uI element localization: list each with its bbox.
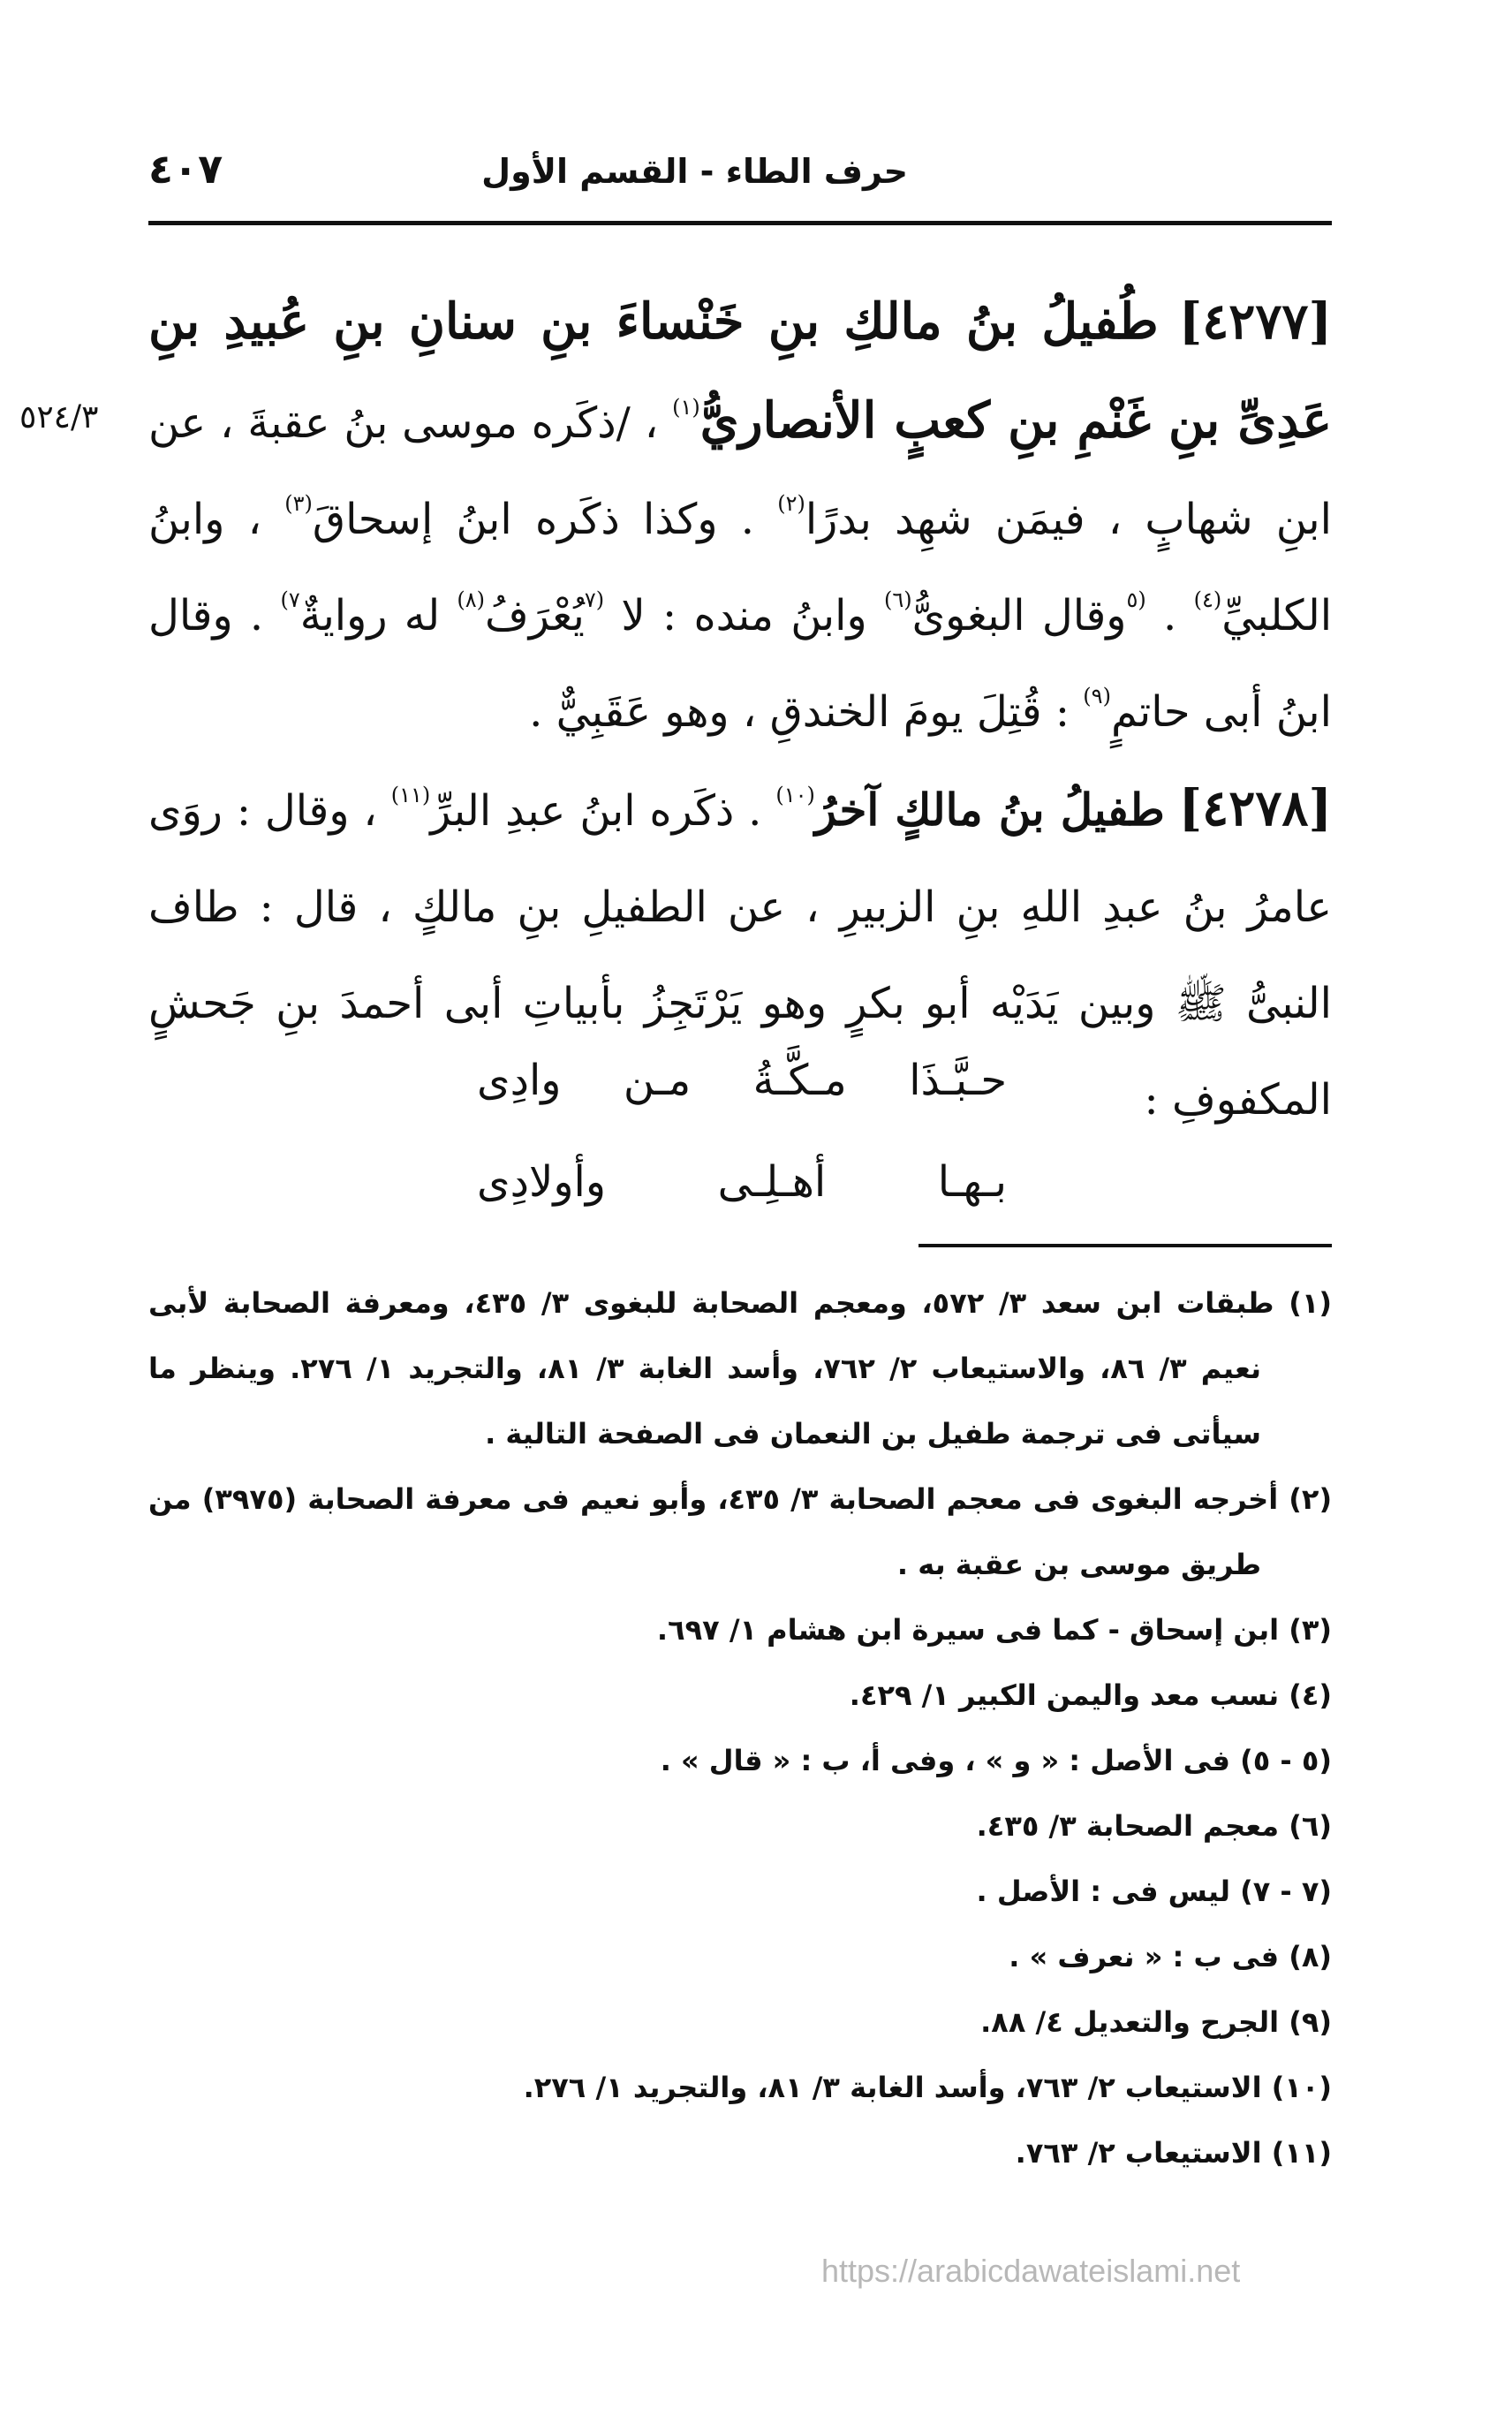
footnote-text: ليس فى : الأصل . [976,1875,1230,1908]
running-title: حرف الطاء - القسم الأول [481,152,908,191]
entry-text: . [1163,591,1177,640]
margin-page-reference: ٥٢٤/٣ [19,399,99,436]
watermark-url: https://arabicdawateislami.net [821,2253,1241,2289]
footnote-marker: (٤) [1193,587,1222,612]
footnote-marker: (٣) [284,491,313,516]
footnote-text: الاستيعاب ٢/ ٧٦٣، وأسد الغابة ٣/ ٨١، والتجريد ١/ ٢٧٦. [523,2071,1262,2104]
footnote-9 [148,1989,1332,2055]
verse-word: وادِى [477,1056,562,1105]
footnote-number: (٥ - ٥) [1240,1744,1332,1777]
footnote-number: (٢) [1289,1482,1333,1516]
verse-word: مـكَّـةُ [752,1056,847,1105]
entry-text: . ذكَره ابنُ عبدِ البرِّ [430,786,762,836]
footnote-number: (٤) [1289,1678,1332,1712]
footnote-text: الجرح والتعديل ٤/ ٨٨. [980,2005,1280,2039]
entry-text: ، وابنُ الكلبيِّ [148,495,1333,640]
footnote-marker: (٨) [457,587,486,612]
entry-text: : قُتِلَ يومَ الخندقِ ، وهو عَقَبِيٌّ . [529,687,1070,737]
entry-text: . وقال ابنُ أبى حاتمٍ [148,591,1332,737]
verse-word: بـهـا [937,1157,1007,1207]
footnote-3 [148,1597,1332,1663]
footnotes [148,1270,1332,2186]
footnote-1 [148,1270,1332,1466]
entry-text: ، /ذكَره موسى بنُ عقبةَ ، عن ابنِ شهابٍ ، فيمَن شهِد بدرًا [148,398,1332,544]
main-text [148,274,1332,1148]
footnote-number: (١) [1289,1286,1333,1320]
footnote-marker: (٢) [777,491,805,516]
verse-line-2 [477,1157,1007,1207]
entry-text: وابنُ منده : لا [621,591,867,640]
footnote-separator [919,1244,1332,1247]
page-number: ٤٠٧ [148,145,223,193]
footnote-marker: (١) [672,395,700,420]
entry-text: له روايةٌ [299,591,441,640]
footnote-marker: ٧) [280,587,300,612]
footnote-2 [148,1466,1332,1597]
verse-line-1 [477,1056,1007,1105]
footnote-5 [148,1728,1332,1793]
footnote-10 [148,2055,1332,2120]
verse-word: أهـلِـى [717,1157,827,1207]
page-header [148,141,1332,225]
verse-word: مـن [623,1056,692,1105]
footnote-marker: (٧ [584,587,605,612]
footnote-number: (٩) [1289,2005,1332,2039]
footnote-text: فى ب : « نعرف » . [1009,1940,1280,1973]
footnote-number: (١١) [1271,2136,1332,2170]
footnote-marker: (٩) [1083,684,1111,708]
footnote-number: (٨) [1289,1940,1332,1973]
entry-text: . وكذا ذكَره ابنُ إسحاقَ [312,495,754,544]
footnote-text: الاستيعاب ٢/ ٧٦٣. [1015,2136,1262,2170]
footnote-marker: (١١) [390,783,431,807]
entry-text: يُعْرَفُ [485,591,585,640]
entry-name: طفيلُ بنُ مالكٍ آخرُ [814,784,1165,836]
footnote-marker: (١٠) [775,783,815,807]
entry-4277 [148,274,1332,761]
entry-text: ، وقال : روَى عامرُ بنُ عبدِ اللهِ بنِ الزبيرِ ، عن الطفيلِ بنِ مالكٍ ، قال : طاف النبىُّ ﷺ وبين يَدَيْه أبو بكرٍ وهو يَرْتَجِزُ بأبياتِ أبى أحمدَ بنِ جَحشٍ المكفوفِ : [148,786,1332,1125]
footnote-marker: (٦) [883,587,912,612]
footnote-text: فى الأصل : « و » ، وفى أ، ب : « قال » . [660,1744,1230,1777]
footnote-text: طبقات ابن سعد ٣/ ٥٧٢، ومعجم الصحابة للبغوى ٣/ ٤٣٥، ومعرفة الصحابة لأبى نعيم ٣/ ٨٦، والاستيعاب ٢/ ٧٦٢، وأسد الغابة ٣/ ٨١، والتجريد ١/ ٢٧٦. وينظر ما سيأتى فى ترجمة طفيل بن النعمان فى الصفحة التالية . [148,1286,1274,1451]
footnote-text: نسب معد واليمن الكبير ١/ ٤٢٩. [849,1678,1280,1712]
footnote-number: (١٠) [1271,2071,1332,2104]
footnote-11 [148,2120,1332,2186]
entry-text: وقال [1041,591,1127,640]
entry-number: [٤٢٧٨] [1178,779,1332,837]
footnote-number: (٦) [1289,1809,1332,1843]
entry-text: البغوىُّ [911,591,1025,640]
entry-number: [٤٢٧٧] [1178,292,1332,351]
footnote-marker: (٥ [1126,587,1146,612]
entry-name: طُفيلُ بنُ مالكِ بنِ خَنْساءَ بنِ سنانِ بنِ عُبيدِ بنِ عَدِىِّ بنِ غَنْمِ بنِ كعبٍ الأنصاريُّ [148,292,1333,450]
verse-word: وأولادِى [477,1157,607,1207]
footnote-text: أخرجه البغوى فى معجم الصحابة ٣/ ٤٣٥، وأبو نعيم فى معرفة الصحابة (٣٩٧٥) من طريق موسى بن عقبة به . [148,1482,1279,1581]
footnote-4 [148,1663,1332,1728]
footnote-number: (٧ - ٧) [1240,1875,1332,1908]
footnote-8 [148,1924,1332,1989]
footnote-7 [148,1859,1332,1924]
footnote-number: (٣) [1289,1613,1332,1647]
footnote-text: معجم الصحابة ٣/ ٤٣٥. [976,1809,1280,1843]
footnote-6 [148,1793,1332,1859]
verse-word: حـبَّـذَا [909,1056,1007,1105]
footnote-text: ابن إسحاق - كما فى سيرة ابن هشام ١/ ٦٩٧. [656,1613,1280,1647]
